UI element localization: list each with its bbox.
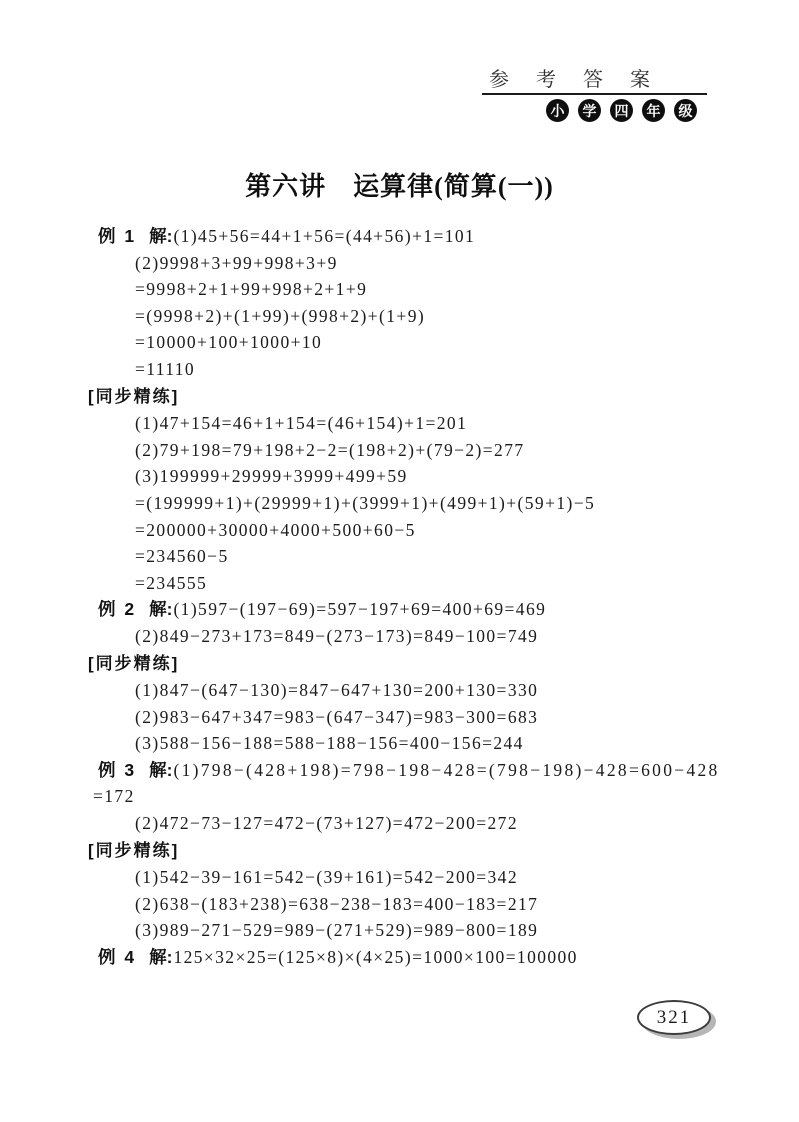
answer-line bbox=[88, 517, 788, 544]
answer-line bbox=[88, 543, 788, 570]
math-text: (2)849−273+173=849−(273−173)=849−100=749 bbox=[135, 625, 539, 646]
solve-label: 解: bbox=[149, 599, 173, 620]
grade-badge bbox=[546, 99, 697, 122]
answer-line bbox=[88, 329, 788, 356]
answer-line bbox=[88, 437, 788, 464]
answer-line bbox=[88, 490, 788, 517]
answer-line bbox=[88, 463, 788, 490]
math-text: (2)638−(183+238)=638−238−183=400−183=217 bbox=[135, 893, 539, 914]
section-heading-line bbox=[88, 837, 788, 865]
page-number-oval bbox=[637, 1000, 711, 1035]
grade-badge-char: 小 bbox=[546, 99, 569, 122]
math-text: (3)199999+29999+3999+499+59 bbox=[135, 466, 408, 487]
section-label: [同步精练] bbox=[88, 386, 180, 406]
solve-label: 解: bbox=[149, 759, 173, 780]
math-text: (1)45+56=44+1+56=(44+56)+1=101 bbox=[173, 226, 476, 246]
math-text: (1)847−(647−130)=847−647+130=200+130=330 bbox=[135, 680, 539, 701]
math-text: =(199999+1)+(29999+1)+(3999+1)+(499+1)+(59+1)−5 bbox=[135, 492, 596, 513]
math-text: (3)588−156−188=588−188−156=400−156=244 bbox=[135, 733, 524, 754]
math-text: (3)989−271−529=989−(271+529)=989−800=189 bbox=[135, 920, 539, 941]
math-text: =200000+30000+4000+500+60−5 bbox=[135, 519, 416, 540]
answer-line bbox=[88, 757, 788, 784]
answer-line bbox=[88, 276, 788, 303]
example-label: 例 2 bbox=[98, 599, 137, 620]
math-text: 125×32×25=(125×8)×(4×25)=1000×100=100000 bbox=[173, 947, 578, 968]
answer-line bbox=[88, 677, 788, 704]
grade-badge-char: 四 bbox=[610, 99, 633, 122]
answer-line bbox=[88, 891, 788, 918]
header-rule bbox=[482, 93, 707, 95]
solve-label: 解: bbox=[149, 947, 173, 968]
math-text: =234555 bbox=[135, 572, 208, 593]
section-heading-line bbox=[88, 383, 788, 411]
math-text: =234560−5 bbox=[135, 546, 229, 567]
math-text: =10000+100+1000+10 bbox=[135, 332, 323, 353]
answer-line bbox=[88, 730, 788, 757]
page-title: 第六讲 运算律(简算(一)) bbox=[245, 172, 554, 201]
answer-line bbox=[88, 223, 788, 250]
math-text: (1)597−(197−69)=597−197+69=400+69=469 bbox=[173, 599, 547, 620]
answer-line bbox=[88, 864, 788, 891]
answer-line bbox=[88, 783, 788, 810]
answer-line bbox=[88, 303, 788, 330]
section-heading-line bbox=[88, 650, 788, 678]
math-text: (2)9998+3+99+998+3+9 bbox=[135, 252, 338, 273]
answer-line bbox=[88, 704, 788, 731]
math-text: =172 bbox=[93, 786, 135, 807]
section-label: [同步精练] bbox=[88, 653, 180, 673]
header-answers-label: 参 考 答 案 bbox=[489, 69, 661, 91]
solve-label: 解: bbox=[149, 226, 173, 246]
answer-line bbox=[88, 250, 788, 277]
answer-line bbox=[88, 570, 788, 597]
grade-badge-char: 学 bbox=[578, 99, 601, 122]
page-number: 321 bbox=[656, 1006, 692, 1028]
answer-line bbox=[88, 917, 788, 944]
answer-line bbox=[88, 944, 788, 971]
math-text: (1)542−39−161=542−(39+161)=542−200=342 bbox=[135, 867, 518, 888]
section-label: [同步精练] bbox=[88, 840, 180, 860]
example-label: 例 1 bbox=[98, 226, 137, 246]
math-text: =11110 bbox=[135, 358, 196, 379]
answer-line bbox=[88, 356, 788, 383]
math-text: (1)798−(428+198)=798−198−428=(798−198)−428=600−428 bbox=[173, 759, 720, 780]
math-text: =9998+2+1+99+998+2+1+9 bbox=[135, 279, 368, 300]
answer-line bbox=[88, 596, 788, 623]
math-text: (2)983−647+347=983−(647−347)=983−300=683 bbox=[135, 706, 539, 727]
answer-line bbox=[88, 623, 788, 650]
answer-lines bbox=[88, 223, 788, 971]
math-text: =(9998+2)+(1+99)+(998+2)+(1+9) bbox=[135, 305, 426, 326]
grade-badge-char: 级 bbox=[674, 99, 697, 122]
grade-badge-char: 年 bbox=[642, 99, 665, 122]
answer-line bbox=[88, 810, 788, 837]
math-text: (2)472−73−127=472−(73+127)=472−200=272 bbox=[135, 813, 518, 834]
math-text: (2)79+198=79+198+2−2=(198+2)+(79−2)=277 bbox=[135, 439, 525, 460]
math-text: (1)47+154=46+1+154=(46+154)+1=201 bbox=[135, 413, 468, 434]
example-label: 例 4 bbox=[98, 947, 137, 968]
answer-line bbox=[88, 410, 788, 437]
example-label: 例 3 bbox=[98, 759, 137, 780]
